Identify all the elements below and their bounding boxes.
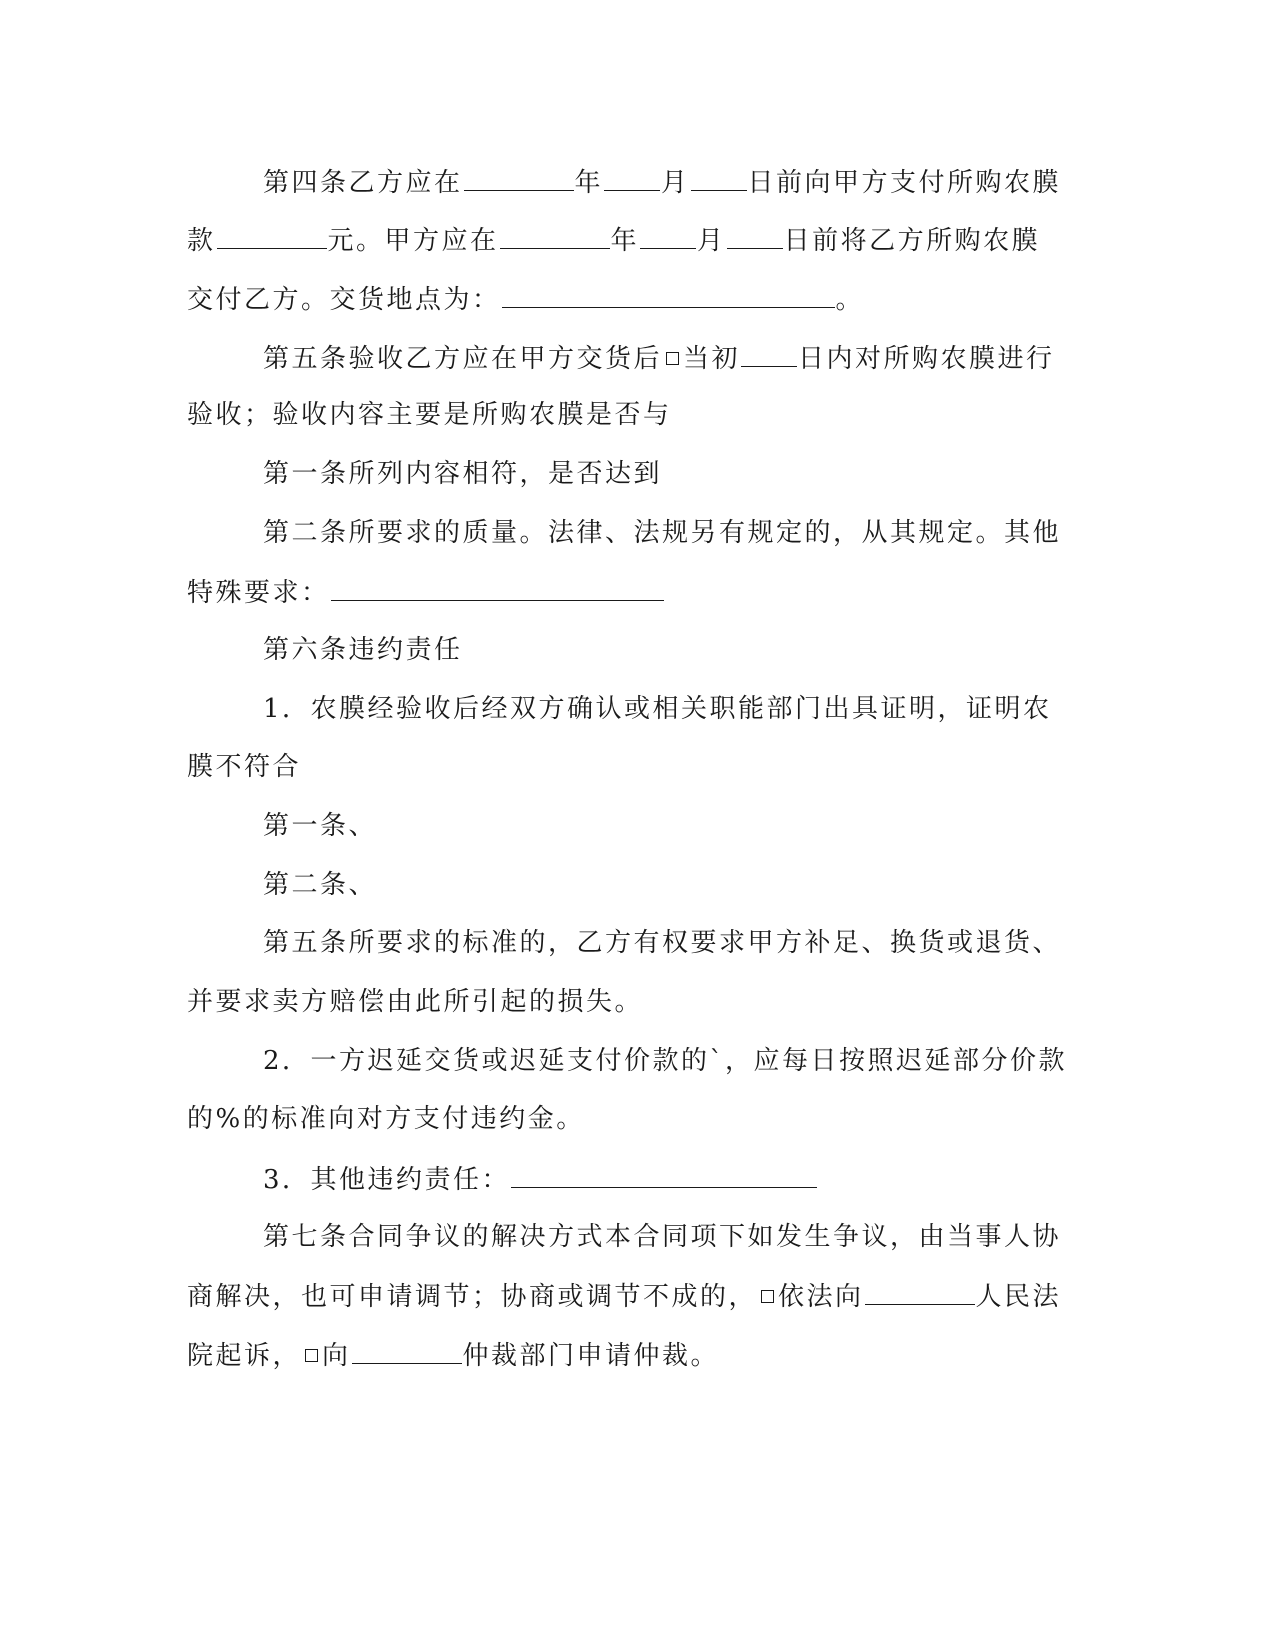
text: 第一条所列内容相符，是否达到 (263, 459, 663, 489)
blank-delivery-place (502, 280, 835, 308)
checkbox (305, 1349, 318, 1362)
text: 年 (610, 226, 640, 256)
text: 元。甲方应在 (327, 226, 499, 256)
paragraph-line (263, 1160, 818, 1196)
text: 依法向 (778, 1282, 864, 1312)
text: 。 (835, 285, 865, 315)
blank-month (604, 163, 660, 191)
paragraph-line (263, 808, 377, 844)
blank-arbitration (352, 1336, 462, 1364)
paragraph-line (263, 925, 1061, 961)
text: 验收；验收内容主要是所购农膜是否与 (187, 400, 672, 430)
text: 年 (574, 168, 604, 198)
blank-court (865, 1277, 975, 1305)
text: 月 (661, 168, 690, 198)
text: 院起诉， (187, 1341, 302, 1371)
paragraph-line (263, 456, 662, 492)
text: 向 (322, 1341, 351, 1371)
text: 第六条违约责任 (263, 635, 463, 665)
heading-article-6 (263, 632, 463, 668)
paragraph-article-7-line-2 (187, 1277, 1061, 1313)
text: 第五条验收乙方应在甲方交货后 (263, 344, 663, 374)
text: 日前向甲方支付所购农膜 (747, 168, 1062, 198)
paragraph-line (263, 1043, 1067, 1079)
paragraph-article-5-line-2 (187, 397, 672, 433)
paragraph-line (263, 515, 1061, 551)
text: 膜不符合 (187, 752, 302, 782)
text: 交付乙方。交货地点为： (187, 285, 501, 315)
paragraph-article-7-line-3 (187, 1336, 719, 1372)
blank-days (741, 339, 797, 367)
paragraph-article-7-line-1 (263, 1219, 1061, 1255)
paragraph-article-5-line-1 (263, 339, 1055, 375)
paragraph-line (187, 573, 665, 609)
text: 并要求卖方赔偿由此所引起的损失。 (187, 987, 644, 1017)
blank-year (500, 221, 610, 249)
blank-year (464, 163, 574, 191)
text: 的%的标准向对方支付违约金。 (187, 1104, 585, 1134)
text: 商解决，也可申请调节；协商或调节不成的， (187, 1282, 758, 1312)
paragraph-article-4-line-2 (187, 221, 1040, 257)
text: 人民法 (975, 1282, 1062, 1312)
text: 3．其他违约责任： (263, 1165, 511, 1195)
text: 第五条所要求的标准的，乙方有权要求甲方补足、换货或退货、 (263, 928, 1062, 958)
text: 特殊要求： (187, 578, 330, 608)
text: 第二条所要求的质量。法律、法规另有规定的，从其规定。其他 (263, 518, 1062, 548)
paragraph-line (187, 984, 643, 1020)
checkbox (666, 352, 679, 365)
text: 第一条、 (263, 811, 378, 841)
paragraph-article-4-line-3 (187, 280, 864, 316)
blank-other-liability (511, 1160, 817, 1188)
blank-month (640, 221, 696, 249)
text: 日内对所购农膜进行 (798, 344, 1055, 374)
text: 日前将乙方所购农膜 (783, 226, 1041, 256)
blank-day (691, 163, 747, 191)
text: 2．一方迟延交货或迟延支付价款的`，应每日按照迟延部分价款 (263, 1046, 1068, 1076)
text: 款 (187, 226, 216, 256)
blank-amount (217, 221, 327, 249)
text: 仲裁部门申请仲裁。 (462, 1341, 720, 1371)
text: 当初 (683, 344, 741, 374)
paragraph-line (263, 691, 1052, 727)
paragraph-line (187, 749, 301, 785)
text: 1．农膜经验收后经双方确认或相关职能部门出具证明，证明农 (263, 694, 1052, 724)
paragraph-line (263, 867, 377, 903)
paragraph-line (187, 1101, 585, 1137)
paragraph-article-4-line-1 (263, 163, 1061, 199)
text: 第四条乙方应在 (263, 168, 463, 198)
checkbox (761, 1290, 774, 1303)
blank-day (727, 221, 783, 249)
text: 第二条、 (263, 870, 378, 900)
text: 第七条合同争议的解决方式本合同项下如发生争议，由当事人协 (263, 1222, 1062, 1252)
blank-special-requirements (331, 573, 664, 601)
text: 月 (697, 226, 726, 256)
